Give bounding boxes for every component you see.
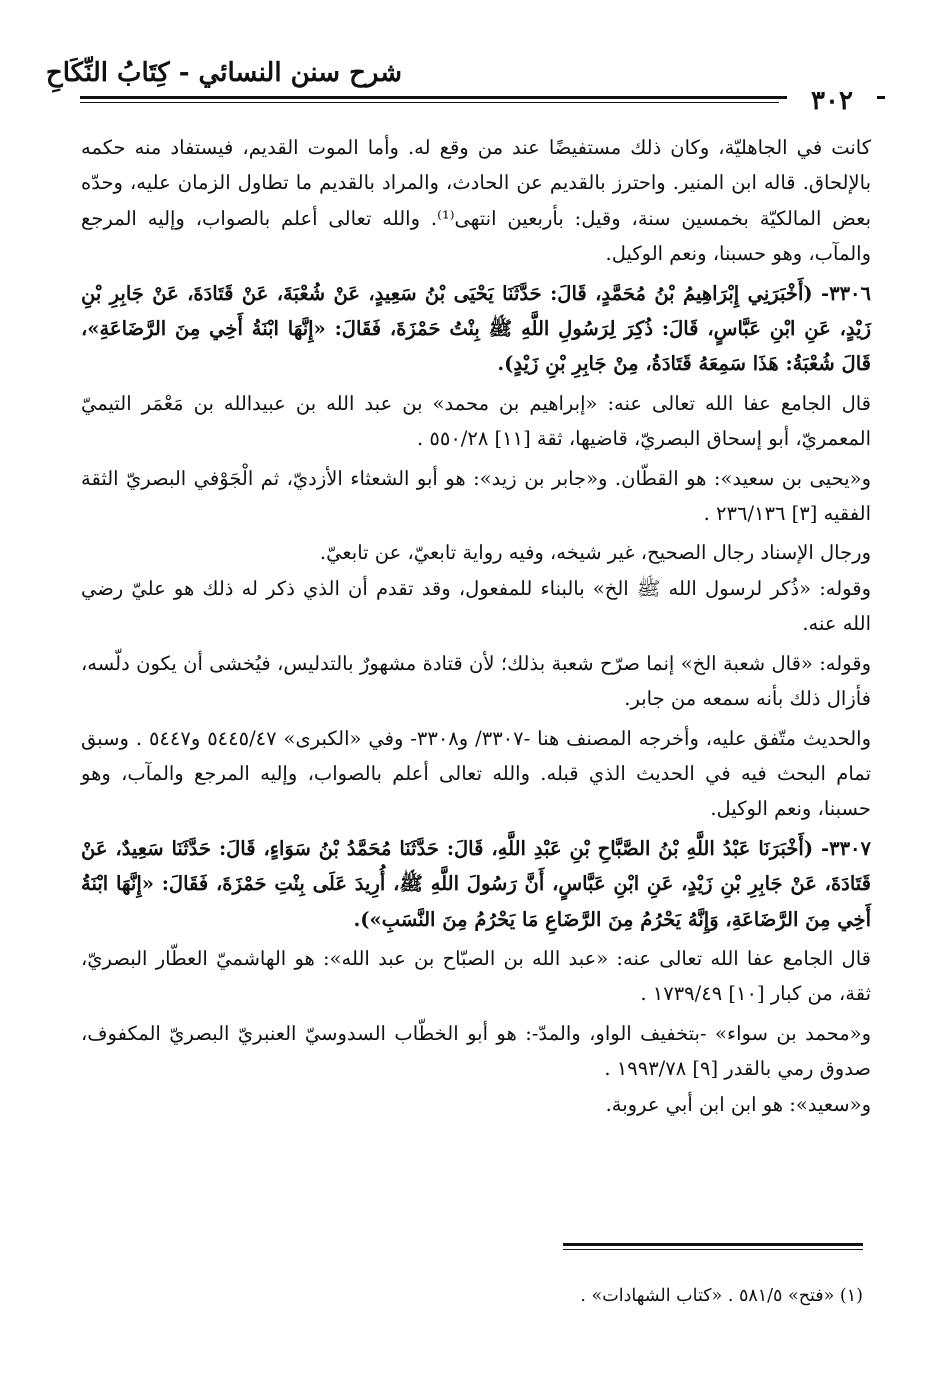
main-text <box>81 130 871 1122</box>
paragraph: كانت في الجاهليّة، وكان ذلك مستفيضًا عند من وقع له. وأما الموت القديم، فيستفاد منه حكمه بالإلحاق. قاله ابن المنير. واحترز بالقديم عن الحادث، والمراد بالقديم ما تطاول الزمان عليه، وحدّه بعض المالكيّة بخمسين سنة، وقيل: بأربعين انتهى⁽¹⁾. والله تعالى أعلم بالصواب، وإليه المرجع والمآب، وهو حسبنا، ونعم الوكيل. <box>81 136 871 266</box>
page-number: ٣٠٢ <box>787 86 877 116</box>
paragraph: و«محمد بن سواء» -بتخفيف الواو، والمدّ-: هو أبو الخطّاب السدوسيّ العنبريّ البصريّ المكفوف، صدوق رمي بالقدر [٩] ١٩٩٣/٧٨ . <box>81 1021 871 1081</box>
hadith-text: ٣٣٠٧- (أَخْبَرَنَا عَبْدُ اللَّهِ بْنُ الصَّبَّاحِ بْنِ عَبْدِ اللَّهِ، قَالَ: حَدَّثَنَا مُحَمَّدُ بْنُ سَوَاءٍ، قَالَ: حَدَّثَنَا سَعِيدٌ، عَنْ قَتَادَةَ، عَنْ جَابِرِ بْنِ زَيْدٍ، عَنِ ابْنِ عَبَّاسٍ، أَنَّ رَسُولَ اللَّهِ ﷺ، أُرِيدَ عَلَى بِنْتِ حَمْزَةَ، فَقَالَ: «إِنَّهَا ابْنَةُ أَخِي مِنَ الرَّضَاعَةِ، وَإِنَّهُ يَحْرُمُ مِنَ الرَّضَاعِ مَا يَحْرُمُ مِنَ النَّسَبِ»). <box>81 836 871 931</box>
footnote-rule-thin <box>563 1249 863 1250</box>
commentary-paragraph: قال الجامع عفا الله تعالى عنه: «عبد الله بن الصبّاح بن عبد الله»: هو الهاشميّ العطّار البصريّ، ثقة، من كبار [١٠] ١٧٣٩/٤٩ . <box>81 946 871 1006</box>
footnote-rule <box>563 1243 863 1246</box>
paragraph: و«سعيد»: هو ابن ابن أبي عروبة. <box>605 1092 871 1116</box>
header-rule-thin <box>80 102 779 103</box>
commentary-paragraph: قال الجامع عفا الله تعالى عنه: «إبراهيم بن محمد» بن عبد الله بن عبيدالله بن مَعْمَر التيميّ المعمريّ، أبو إسحاق البصريّ، قاضيها، ثقة [١١] ٥٥٠/٢٨ . <box>81 391 871 451</box>
footnote: (١) «فتح» ٥٨١/٥ . «كتاب الشهادات» . <box>580 1286 863 1306</box>
paragraph: وقوله: «قال شعبة الخ» إنما صرّح شعبة بذلك؛ لأن قتادة مشهورٌ بالتدليس، فيُخشى أن يكون دلّسه، فأزال ذلك بأنه سمعه من جابر. <box>81 651 871 711</box>
header-rule <box>80 96 885 99</box>
paragraph: وقوله: «ذُكر لرسول الله ﷺ الخ» بالبناء للمفعول، وقد تقدم أن الذي ذكر له ذلك هو عليّ رضي الله عنه. <box>81 576 871 636</box>
hadith-text: ٣٣٠٦- (أَخْبَرَنِي إِبْرَاهِيمُ بْنُ مُحَمَّدٍ، قَالَ: حَدَّثَنَا يَحْيَى بْنُ سَعِيدٍ، عَنْ شُعْبَةَ، عَنْ قَتَادَةَ، عَنْ جَابِرِ بْنِ زَيْدٍ، عَنِ ابْنِ عَبَّاسٍ، قَالَ: ذُكِرَ لِرَسُولِ اللَّهِ ﷺ بِنْتُ حَمْزَةَ، فَقَالَ: «إِنَّهَا ابْنَةُ أَخِي مِنَ الرَّضَاعَةِ»، قَالَ شُعْبَةُ: هَذَا سَمِعَهُ قَتَادَةُ، مِنْ جَابِرِ بْنِ زَيْدٍ). <box>81 281 871 376</box>
paragraph: والحديث متّفق عليه، وأخرجه المصنف هنا -٣٣٠٧/ و٣٣٠٨- وفي «الكبرى» ٥٤٤٥/٤٧ و٥٤٤٧ . وسبق تمام البحث فيه في الحديث الذي قبله. والله تعالى أعلم بالصواب، وإليه المرجع والمآب، وهو حسبنا، ونعم الوكيل. <box>81 726 871 821</box>
paragraph: ورجال الإسناد رجال الصحيح، غير شيخه، وفيه رواية تابعيّ، عن تابعيّ. <box>319 541 871 565</box>
running-header-title: شرح سنن النسائي - كِتَابُ النِّكَاحِ <box>45 58 402 88</box>
paragraph: و«يحيى بن سعيد»: هو القطّان. و«جابر بن زيد»: هو أبو الشعثاء الأزديّ، ثم الْجَوْفي البصريّ الثقة الفقيه [٣] ٢٣٦/١٣٦ . <box>81 466 871 526</box>
